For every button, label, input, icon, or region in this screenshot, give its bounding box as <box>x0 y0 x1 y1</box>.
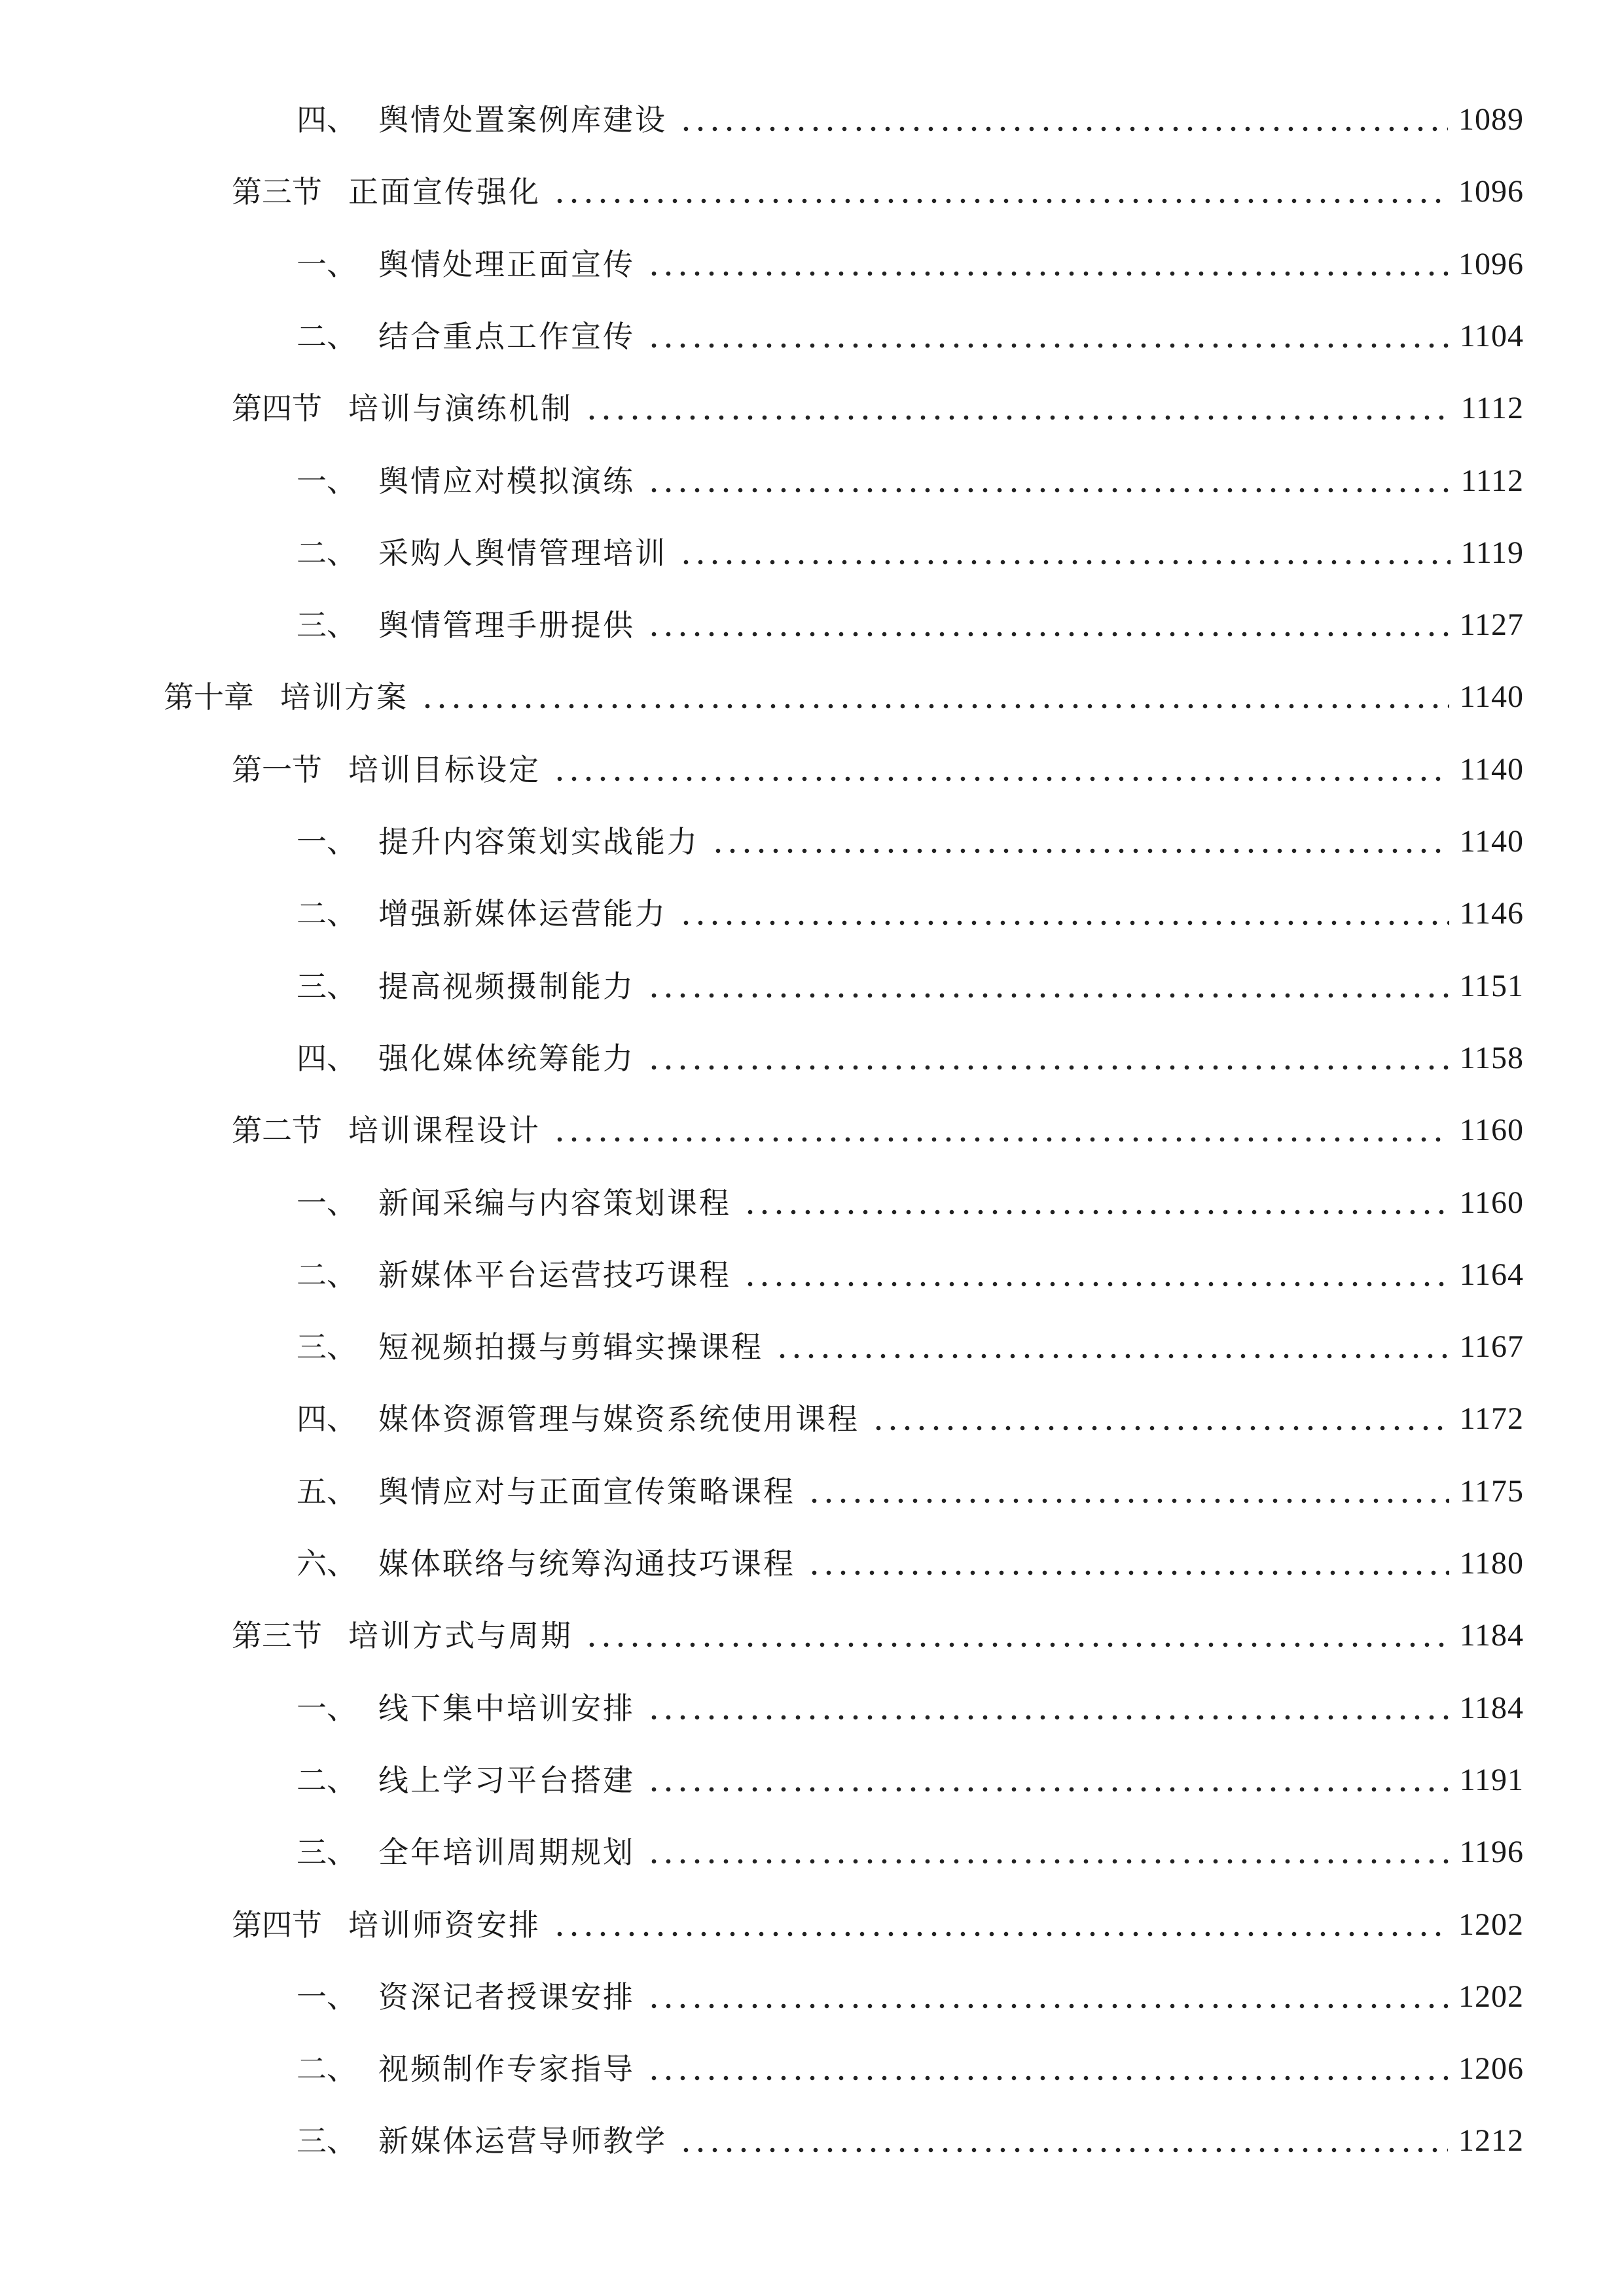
toc-dot-leader <box>647 1065 1449 1070</box>
toc-entry-title: 舆情处理正面宣传 <box>378 246 635 282</box>
toc-entry-page-number: 1184 <box>1459 1618 1524 1653</box>
toc-entry-number: 二、 <box>297 1257 357 1293</box>
toc-entry-page-number: 1196 <box>1459 1835 1524 1870</box>
toc-entry-page-number: 1202 <box>1458 1907 1524 1942</box>
toc-dot-leader <box>647 993 1449 998</box>
toc-entry-section[interactable] <box>232 386 1524 431</box>
toc-entry-label <box>232 169 541 215</box>
toc-entry-sub[interactable] <box>297 530 1524 576</box>
toc-entry-title: 培训师资安排 <box>348 1907 541 1943</box>
toc-entry-label <box>297 1974 635 2020</box>
toc-entry-page-number: 1151 <box>1459 968 1524 1003</box>
toc-dot-leader <box>420 704 1449 709</box>
toc-entry-sub[interactable] <box>297 819 1524 865</box>
toc-dot-leader <box>585 415 1451 420</box>
toc-entry-page-number: 1164 <box>1459 1257 1524 1292</box>
toc-entry-label <box>297 2046 635 2092</box>
toc-entry-page-number: 1180 <box>1459 1546 1524 1581</box>
toc-entry-number: 第四节 <box>232 391 322 427</box>
toc-entry-page-number: 1160 <box>1459 1185 1524 1220</box>
toc-entry-title: 舆情应对模拟演练 <box>378 463 635 499</box>
toc-entry-page-number: 1140 <box>1459 679 1524 715</box>
toc-entry-page-number: 1096 <box>1458 246 1524 281</box>
toc-entry-page-number: 1212 <box>1458 2123 1524 2159</box>
toc-entry-title: 提升内容策划实战能力 <box>378 824 699 859</box>
toc-dot-leader <box>552 1931 1448 1937</box>
toc-entry-label <box>297 97 667 143</box>
toc-entry-page-number: 1191 <box>1459 1762 1524 1797</box>
toc-entry-title: 舆情应对与正面宣传策略课程 <box>378 1473 795 1509</box>
toc-entry-number: 一、 <box>297 1185 357 1221</box>
toc-dot-leader <box>679 126 1448 132</box>
toc-entry-sub[interactable] <box>297 1974 1524 2020</box>
toc-entry-page-number: 1146 <box>1459 896 1524 931</box>
toc-entry-title: 视频制作专家指导 <box>378 2051 635 2087</box>
toc-dot-leader <box>679 2147 1448 2153</box>
toc-dot-leader <box>552 776 1449 781</box>
toc-entry-page-number: 1184 <box>1459 1690 1524 1725</box>
toc-entry-number: 一、 <box>297 824 357 859</box>
toc-entry-sub[interactable] <box>297 2046 1524 2092</box>
toc-entry-label <box>297 1180 731 1226</box>
toc-entry-number: 四、 <box>297 1040 357 1076</box>
toc-dot-leader <box>647 632 1449 637</box>
toc-dot-leader <box>647 1859 1449 1864</box>
toc-entry-number: 六、 <box>297 1546 357 1581</box>
toc-entry-sub[interactable] <box>297 242 1524 287</box>
toc-entry-label <box>297 1829 635 1875</box>
toc-entry-title: 舆情管理手册提供 <box>378 607 635 643</box>
toc-dot-leader <box>743 1210 1449 1215</box>
toc-entry-page-number: 1140 <box>1459 751 1524 787</box>
toc-entry-label <box>297 242 635 287</box>
toc-entry-sub[interactable] <box>297 1180 1524 1226</box>
toc-entry-section[interactable] <box>232 747 1524 793</box>
toc-entry-number: 三、 <box>297 1835 357 1871</box>
toc-dot-leader <box>743 1282 1449 1287</box>
toc-entry-number: 三、 <box>297 607 357 643</box>
toc-entry-label <box>297 1469 795 1515</box>
toc-entry-title: 线上学习平台搭建 <box>378 1762 635 1798</box>
toc-entry-label <box>164 674 408 720</box>
toc-entry-sub[interactable] <box>297 458 1524 504</box>
toc-entry-page-number: 1160 <box>1459 1113 1524 1148</box>
toc-entry-number: 二、 <box>297 1762 357 1798</box>
toc-entry-title: 正面宣传强化 <box>348 174 541 210</box>
toc-dot-leader <box>647 1715 1449 1720</box>
toc-entry-sub[interactable] <box>297 1541 1524 1587</box>
toc-entry-label <box>297 314 635 359</box>
toc-entry-title: 资深记者授课安排 <box>378 1979 635 2015</box>
toc-entry-chapter[interactable] <box>164 674 1524 720</box>
toc-entry-title: 新媒体运营导师教学 <box>378 2123 667 2159</box>
toc-dot-leader <box>775 1354 1449 1359</box>
toc-entry-number: 第一节 <box>232 751 322 787</box>
toc-entry-title: 媒体资源管理与媒资系统使用课程 <box>378 1401 859 1437</box>
toc-entry-section[interactable] <box>232 1107 1524 1153</box>
toc-entry-page-number: 1112 <box>1460 463 1524 498</box>
toc-entry-page-number: 1127 <box>1459 607 1524 643</box>
toc-entry-sub[interactable] <box>297 963 1524 1009</box>
toc-entry-page-number: 1206 <box>1458 2051 1524 2087</box>
toc-entry-number: 三、 <box>297 2123 357 2159</box>
toc-entry-section[interactable] <box>232 1902 1524 1948</box>
toc-entry-section[interactable] <box>232 169 1524 215</box>
toc-dot-leader <box>679 920 1449 925</box>
toc-entry-sub[interactable] <box>297 314 1524 359</box>
toc-entry-section[interactable] <box>232 1613 1524 1659</box>
toc-entry-label <box>297 458 635 504</box>
toc-entry-sub[interactable] <box>297 1685 1524 1731</box>
toc-entry-number: 第十章 <box>164 679 254 715</box>
toc-dot-leader <box>807 1570 1449 1575</box>
toc-entry-number: 第三节 <box>232 1618 322 1654</box>
toc-entry-number: 二、 <box>297 2051 357 2087</box>
toc-entry-title: 强化媒体统筹能力 <box>378 1040 635 1076</box>
toc-entry-number: 二、 <box>297 318 357 354</box>
toc-entry-sub[interactable] <box>297 602 1524 648</box>
toc-dot-leader <box>647 2075 1448 2081</box>
toc-dot-leader <box>711 848 1449 853</box>
toc-entry-title: 新媒体平台运营技巧课程 <box>378 1257 731 1293</box>
toc-entry-number: 四、 <box>297 102 357 137</box>
toc-dot-leader <box>585 1642 1449 1647</box>
toc-entry-title: 采购人舆情管理培训 <box>378 535 667 571</box>
toc-dot-leader <box>647 488 1451 493</box>
toc-entry-label <box>232 386 573 431</box>
toc-entry-number: 三、 <box>297 1329 357 1365</box>
toc-dot-leader <box>871 1426 1449 1431</box>
toc-entry-page-number: 1119 <box>1460 535 1524 570</box>
toc-entry-label <box>297 1035 635 1081</box>
toc-entry-page-number: 1104 <box>1459 318 1524 353</box>
toc-entry-number: 第四节 <box>232 1907 322 1943</box>
toc-entry-title: 培训方案 <box>280 679 408 715</box>
toc-entry-page-number: 1112 <box>1460 391 1524 426</box>
toc-dot-leader <box>807 1498 1449 1503</box>
toc-entry-number: 一、 <box>297 246 357 282</box>
toc-entry-sub[interactable] <box>297 1469 1524 1515</box>
toc-entry-number: 第二节 <box>232 1113 322 1149</box>
toc-entry-sub[interactable] <box>297 891 1524 937</box>
toc-entry-page-number: 1158 <box>1459 1040 1524 1075</box>
toc-entry-title: 增强新媒体运营能力 <box>378 896 667 932</box>
toc-entry-number: 二、 <box>297 896 357 932</box>
toc-entry-sub[interactable] <box>297 1324 1524 1370</box>
toc-entry-sub[interactable] <box>297 1252 1524 1298</box>
toc-entry-number: 一、 <box>297 1690 357 1726</box>
toc-entry-page-number: 1175 <box>1459 1473 1524 1509</box>
toc-entry-label <box>297 2118 667 2164</box>
toc-entry-sub[interactable] <box>297 1035 1524 1081</box>
toc-entry-page-number: 1140 <box>1459 824 1524 859</box>
toc-entry-label <box>297 602 635 648</box>
toc-entry-label <box>297 1324 763 1370</box>
toc-entry-label <box>297 1685 635 1731</box>
toc-entry-title: 培训与演练机制 <box>348 391 573 427</box>
toc-entry-label <box>297 1541 795 1587</box>
toc-entry-label <box>297 530 667 576</box>
toc-entry-title: 培训目标设定 <box>348 751 541 787</box>
toc-entry-label <box>297 1396 859 1442</box>
toc-entry-sub[interactable] <box>297 1757 1524 1803</box>
toc-entry-title: 短视频拍摄与剪辑实操课程 <box>378 1329 763 1365</box>
toc-entry-title: 结合重点工作宣传 <box>378 318 635 354</box>
toc-dot-leader <box>647 271 1448 276</box>
toc-dot-leader <box>552 1137 1449 1142</box>
toc-entry-label <box>297 819 699 865</box>
toc-entry-sub[interactable] <box>297 1396 1524 1442</box>
toc-dot-leader <box>647 2003 1448 2009</box>
toc-entry-number: 二、 <box>297 535 357 571</box>
toc-entry-title: 媒体联络与统筹沟通技巧课程 <box>378 1546 795 1581</box>
toc-entry-page-number: 1202 <box>1458 1979 1524 2014</box>
toc-entry-label <box>297 1252 731 1298</box>
toc-entry-number: 一、 <box>297 463 357 499</box>
toc-entry-number: 一、 <box>297 1979 357 2015</box>
toc-entry-number: 五、 <box>297 1473 357 1509</box>
toc-dot-leader <box>552 198 1448 204</box>
toc-entry-page-number: 1172 <box>1459 1401 1524 1437</box>
toc-entry-number: 第三节 <box>232 174 322 210</box>
toc-dot-leader <box>647 1787 1449 1792</box>
toc-entry-title: 全年培训周期规划 <box>378 1835 635 1871</box>
toc-entry-label <box>297 1757 635 1803</box>
toc-entry-sub[interactable] <box>297 1829 1524 1875</box>
toc-entry-title: 提高视频摄制能力 <box>378 968 635 1004</box>
toc-entry-label <box>232 1902 541 1948</box>
toc-dot-leader <box>679 560 1451 565</box>
toc-entry-number: 四、 <box>297 1401 357 1437</box>
toc-entry-page-number: 1089 <box>1458 102 1524 137</box>
toc-entry-title: 培训方式与周期 <box>348 1618 573 1654</box>
toc-entry-label <box>232 1613 573 1659</box>
toc-entry-label <box>297 963 635 1009</box>
toc-entry-title: 线下集中培训安排 <box>378 1690 635 1726</box>
toc-entry-label <box>232 747 541 793</box>
toc-entry-page-number: 1167 <box>1459 1329 1524 1365</box>
toc-entry-sub[interactable] <box>297 2118 1524 2164</box>
toc-entry-label <box>232 1107 541 1153</box>
toc-dot-leader <box>647 343 1449 348</box>
toc-entry-title: 舆情处置案例库建设 <box>378 102 667 137</box>
toc-entry-sub[interactable] <box>297 97 1524 143</box>
toc-entry-label <box>297 891 667 937</box>
toc-entry-title: 新闻采编与内容策划课程 <box>378 1185 731 1221</box>
toc-entry-page-number: 1096 <box>1458 174 1524 209</box>
toc-entry-number: 三、 <box>297 968 357 1004</box>
toc-entry-title: 培训课程设计 <box>348 1113 541 1149</box>
